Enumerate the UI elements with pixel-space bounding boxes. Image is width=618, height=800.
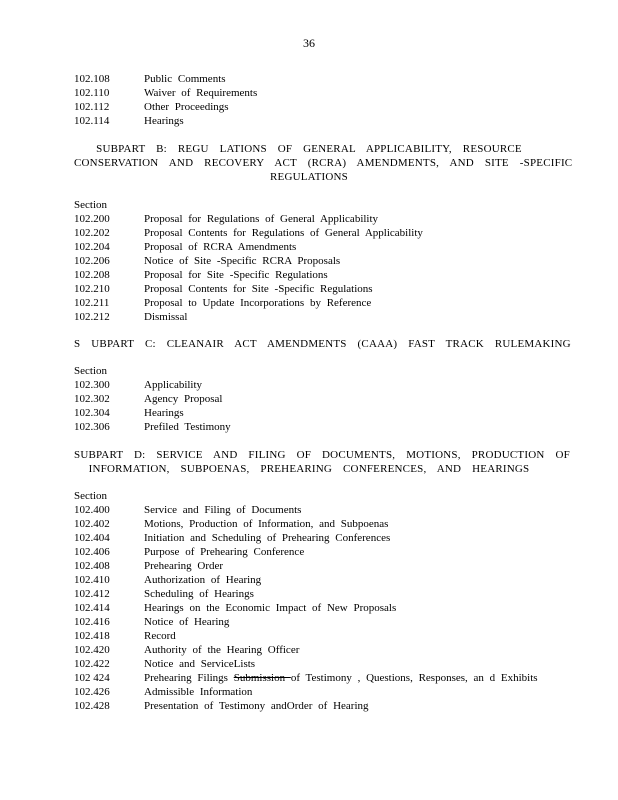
section-number: 102.418	[74, 630, 110, 642]
section-number: 102.428	[74, 700, 110, 712]
section-title: Notice and ServiceLists	[144, 658, 256, 670]
list-item	[74, 615, 544, 629]
section-number: 102.404	[74, 532, 110, 544]
section-title: Waiver of Requirements	[144, 87, 258, 99]
section-number: 102.306	[74, 421, 110, 433]
list-item	[74, 378, 544, 392]
list-item	[74, 226, 544, 240]
heading-line: S UBPART C: CLEANAIR ACT AMENDMENTS (CAAA) FAST TRACK RULEMAKING	[74, 338, 571, 350]
section-number: 102.414	[74, 602, 110, 614]
section-number: 102.426	[74, 686, 110, 698]
subpart-b-list	[74, 198, 544, 324]
section-number: 102.114	[74, 115, 110, 127]
list-item	[74, 114, 544, 128]
list-item	[74, 296, 544, 310]
section-number: 102.108	[74, 73, 110, 85]
list-item	[74, 573, 544, 587]
list-item	[74, 268, 544, 282]
heading-line: SUBPART B: REGU LATIONS OF GENERAL APPLICABILITY, RESOURCE	[96, 143, 522, 155]
list-item	[74, 282, 544, 296]
list-item	[74, 254, 544, 268]
list-item	[74, 100, 544, 114]
subpart-d-heading	[74, 448, 570, 476]
section-title: Applicability	[144, 379, 203, 391]
section-label: Section	[74, 365, 107, 377]
list-item	[74, 545, 544, 559]
section-number: 102.304	[74, 407, 110, 419]
section-number: 102.410	[74, 574, 110, 586]
section-label: Section	[74, 490, 107, 502]
section-title: Proposal for Site -Specific Regulations	[144, 269, 328, 281]
section-title: Authority of the Hearing Officer	[144, 644, 300, 656]
section-number: 102.406	[74, 546, 110, 558]
section-label: Section	[74, 199, 107, 211]
section-title: Public Comments	[144, 73, 226, 85]
list-item	[74, 503, 544, 517]
list-item	[74, 212, 544, 226]
heading-line: CONSERVATION AND RECOVERY ACT (RCRA) AMENDMENTS, AND SITE -SPECIFIC	[74, 157, 573, 169]
list-item	[74, 531, 544, 545]
section-number: 102.211	[74, 297, 110, 309]
section-title: Proposal Contents for Site -Specific Regulations	[144, 283, 373, 295]
section-title: Service and Filing of Documents	[144, 504, 302, 516]
title-text: Prehearing Filings	[144, 672, 234, 684]
section-title: Prefiled Testimony	[144, 421, 231, 433]
section-title: Hearings on the Economic Impact of New Proposals	[144, 602, 397, 614]
section-number: 102.202	[74, 227, 110, 239]
section-number: 102.212	[74, 311, 110, 323]
section-title: Authorization of Hearing	[144, 574, 262, 586]
section-title: Proposal for Regulations of General Applicability	[144, 213, 379, 225]
section-title: Agency Proposal	[144, 393, 223, 405]
section-title: Notice of Hearing	[144, 616, 230, 628]
subpart-d-list	[74, 489, 544, 713]
subpart-c-heading	[74, 337, 571, 351]
section-number: 102 424	[74, 672, 110, 684]
top-section-list	[74, 72, 544, 128]
section-number: 102.302	[74, 393, 110, 405]
section-title: Dismissal	[144, 311, 188, 323]
section-number: 102.412	[74, 588, 110, 600]
list-item	[74, 685, 544, 699]
section-title: Presentation of Testimony andOrder of Hearing	[144, 700, 369, 712]
section-number: 102.420	[74, 644, 110, 656]
section-title: Hearings	[144, 407, 184, 419]
subpart-c-list	[74, 364, 544, 434]
list-item	[74, 643, 544, 657]
section-number: 102.206	[74, 255, 110, 267]
list-item	[74, 671, 544, 685]
section-title: Other Proceedings	[144, 101, 229, 113]
section-number: 102.408	[74, 560, 110, 572]
list-item	[74, 699, 544, 713]
list-item	[74, 601, 544, 615]
section-number: 102.300	[74, 379, 110, 391]
section-title	[144, 671, 544, 685]
section-title: Proposal Contents for Regulations of General Applicability	[144, 227, 423, 239]
section-number: 102.400	[74, 504, 110, 516]
section-number: 102.200	[74, 213, 110, 225]
section-number: 102.416	[74, 616, 110, 628]
subpart-b-heading	[74, 142, 573, 184]
section-number: 102.402	[74, 518, 110, 530]
list-item	[74, 657, 544, 671]
title-text: of Testimony , Questions, Responses, an d Exhibits	[290, 672, 538, 684]
list-item	[74, 559, 544, 573]
section-number: 102.204	[74, 241, 110, 253]
list-item	[74, 587, 544, 601]
struck-text: Submission	[233, 672, 291, 684]
list-item	[74, 240, 544, 254]
section-title: Prehearing Order	[144, 560, 224, 572]
section-number: 102.210	[74, 283, 110, 295]
list-item	[74, 406, 544, 420]
page-number: 36	[303, 36, 315, 50]
list-item	[74, 420, 544, 434]
section-number: 102.112	[74, 101, 110, 113]
list-item	[74, 310, 544, 324]
list-item	[74, 72, 544, 86]
section-title: Scheduling of Hearings	[144, 588, 254, 600]
list-item	[74, 392, 544, 406]
heading-line: REGULATIONS	[270, 171, 348, 183]
section-title: Motions, Production of Information, and Subpoenas	[144, 518, 389, 530]
heading-line: SUBPART D: SERVICE AND FILING OF DOCUMENTS, MOTIONS, PRODUCTION OF	[74, 449, 570, 461]
section-number: 102.208	[74, 269, 110, 281]
section-number: 102.110	[74, 87, 110, 99]
section-number: 102.422	[74, 658, 110, 670]
heading-line: INFORMATION, SUBPOENAS, PREHEARING CONFERENCES, AND HEARINGS	[88, 463, 530, 475]
list-item	[74, 517, 544, 531]
list-item	[74, 86, 544, 100]
section-title: Admissible Information	[144, 686, 253, 698]
section-title: Purpose of Prehearing Conference	[144, 546, 305, 558]
section-title: Record	[144, 630, 176, 642]
section-title: Initiation and Scheduling of Prehearing Conferences	[144, 532, 391, 544]
section-title: Proposal of RCRA Amendments	[144, 241, 297, 253]
section-title: Notice of Site -Specific RCRA Proposals	[144, 255, 341, 267]
list-item	[74, 629, 544, 643]
section-title: Hearings	[144, 115, 184, 127]
section-title: Proposal to Update Incorporations by Reference	[144, 297, 372, 309]
